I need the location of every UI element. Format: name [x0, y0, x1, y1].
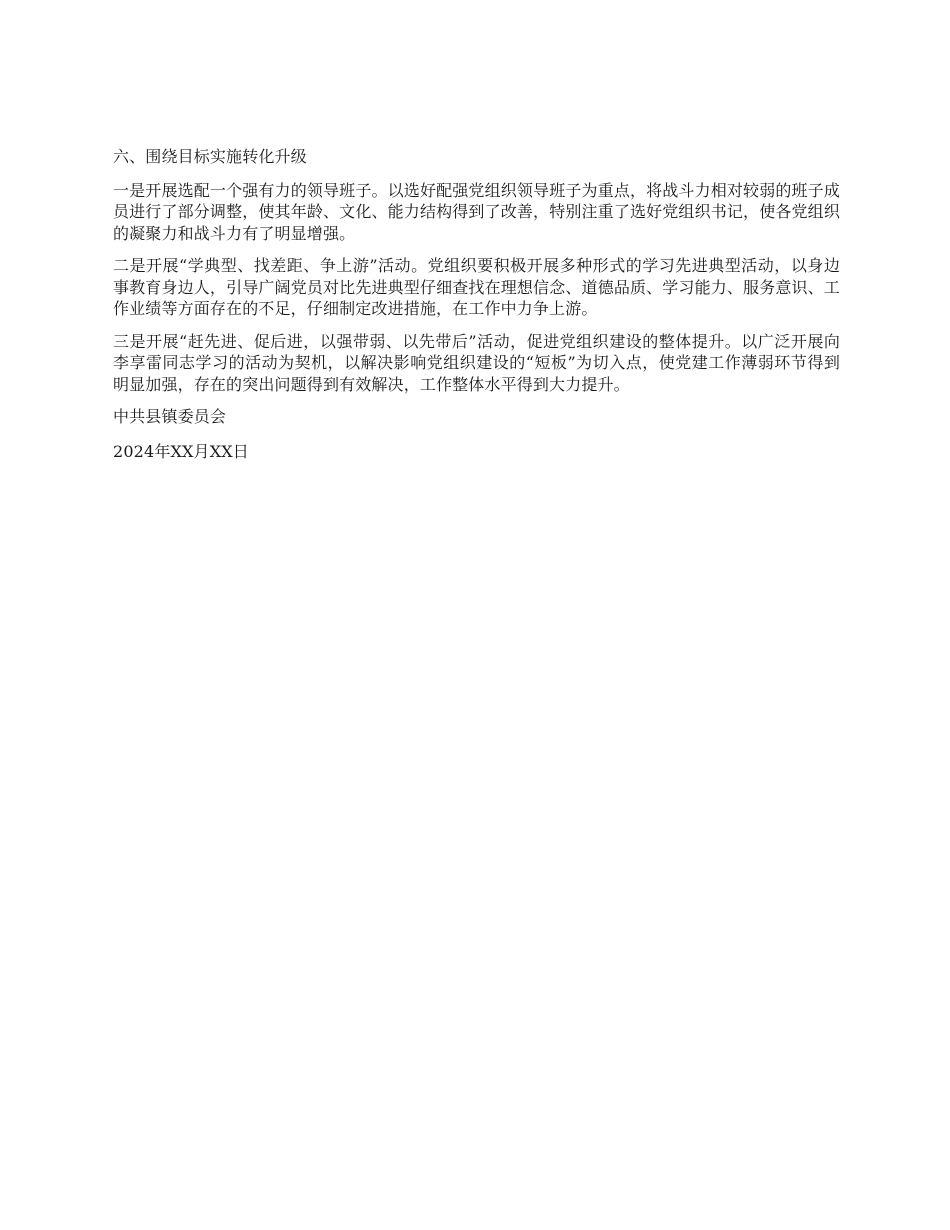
paragraph-1: 一是开展选配一个强有力的领导班子。以选好配强党组织领导班子为重点，将战斗力相对较弱的班子成员进行了部分调整，使其年龄、文化、能力结构得到了改善，特别注重了选好党组织书记，使各党组织的凝聚力和战斗力有了明显增强。: [113, 180, 840, 243]
document-body: [113, 146, 840, 473]
date: 2024年XX月XX日: [113, 441, 249, 461]
section-heading: 六、围绕目标实施转化升级: [113, 147, 307, 166]
signature: 中共县镇委员会: [113, 407, 227, 426]
paragraph-2: 二是开展“学典型、找差距、争上游”活动。党组织要积极开展多种形式的学习先进典型活动，以身边事教育身边人，引导广阔党员对比先进典型仔细查找在理想信念、道德品质、学习能力、服务意识、工作业绩等方面存在的不足，仔细制定改进措施，在工作中力争上游。: [113, 256, 840, 318]
paragraph-3: 三是开展“赶先进、促后进，以强带弱、以先带后”活动，促进党组织建设的整体提升。以广泛开展向李享雷同志学习的活动为契机，以解决影响党组织建设的“短板”为切入点，使党建工作薄弱环节得到明显加强，存在的突出问题得到有效解决，工作整体水平得到大力提升。: [113, 331, 840, 394]
